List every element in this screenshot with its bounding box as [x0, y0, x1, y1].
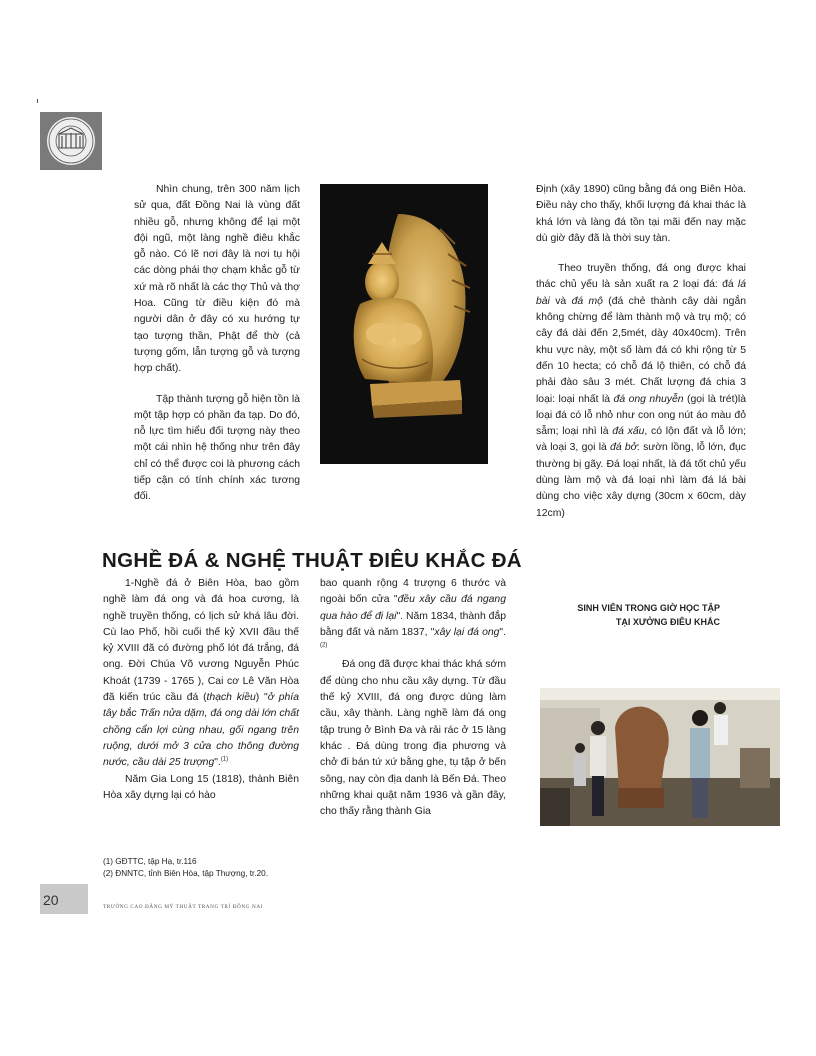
- italic-run: lá bài: [536, 279, 746, 307]
- text-run: : sườn lồng, lỗ lớn, đục thường bị gãy. Đá loại nhất, là đá tốt chủ yếu dùng làm mộ và đá loại nhì làm đá lá bài dùng cho việc xây dựng (30cm x 60cm, dày 12cm): [536, 442, 746, 519]
- right-column-text: [536, 182, 746, 522]
- text-run: (đá chẻ thành cây dài ngắn không chừng để làm thành mộ và trụ mộ; có cây đá dài đến 2,5mét, dày 40x40cm). Trên khu vực này, một số làm đá có khi rộng từ 5 đến 10 hecta; có chỗ đá lộ thiên, có chỗ đá phải đào sâu 3 mét. Chất lượng đá chia 3 loại: loại nhất là: [536, 295, 747, 405]
- paragraph: Tập thành tượng gỗ hiện tồn là một tập hợp có phần đa tạp. Do đó, nỗ lực tìm hiểu đối tượng này theo một cái nhìn hệ thống như trên đây chỉ có thể được coi là phương cách tiếp cận có tính chính xác tương đối.: [134, 393, 300, 503]
- garuda-statue-image: [320, 184, 488, 464]
- footer-running-text: TRƯỜNG CAO ĐẲNG MỸ THUẬT TRANG TRÍ ĐỒNG NAI: [103, 904, 263, 910]
- text-run: ".: [499, 626, 506, 638]
- text-run: ) ": [255, 692, 268, 704]
- text-run: , có lộn đất và lỗ lớn; và loại 3, gọi là: [536, 426, 746, 454]
- school-seal-icon: [40, 112, 102, 170]
- italic-run: ở phía tây bắc Trấn nửa dặm, đá ong dài lớn chất chồng cẩn lợi cùng nhau, gối ngang trên ruộng, dưới mở 3 cửa cho thông đường nước, cầu dài 25 trượng: [103, 692, 299, 769]
- italic-run: đá mộ: [571, 295, 603, 307]
- footnote-ref: (2): [320, 642, 328, 649]
- footnotes: [103, 856, 268, 880]
- page-number-box: [40, 884, 88, 914]
- text-run: Theo truyền thống, đá ong được khai thác chủ yếu là sản xuất ra 2 loại đá: đá: [536, 263, 746, 291]
- paragraph: [536, 261, 746, 522]
- text-run: ". Năm 1834, thành đắp bằng đất và năm 1837, ": [320, 610, 507, 638]
- students-workshop-image: [540, 688, 780, 826]
- margin-mark: [37, 99, 38, 103]
- paragraph: Năm Gia Long 15 (1818), thành Biên Hòa xây dựng lại có hào: [103, 773, 299, 801]
- page-number: 20: [43, 892, 59, 908]
- italic-run: đá xấu: [612, 426, 645, 438]
- italic-run: đá bở: [610, 442, 637, 454]
- text-run: và: [549, 295, 572, 307]
- workshop-photo: [540, 688, 780, 826]
- paragraph: Định (xây 1890) cũng bằng đá ong Biên Hòa. Điều này cho thấy, khối lượng đá khai thác là khá lớn và làng đá tồn tại mãi đến nay mặc dù giờ đây đã là thời suy tàn.: [536, 184, 746, 244]
- school-logo: [40, 112, 102, 170]
- stone-column-1: [103, 576, 299, 804]
- text-run: (gọi là trét)là loại đá có lỗ nhỏ như con ong nút áo màu đỏ sẫm; loại nhì là: [536, 393, 746, 438]
- stone-column-2: [320, 576, 506, 820]
- paragraph: [320, 576, 506, 657]
- text-run: bao quanh rộng 4 trượng 6 thước và ngoài bốn cửa ": [320, 578, 506, 606]
- section-title: NGHỀ ĐÁ & NGHỆ THUẬT ĐIÊU KHẮC ĐÁ: [102, 549, 522, 572]
- text-run: 1-Nghề đá ở Biên Hòa, bao gồm nghề làm đá ong và đá hoa cương, là nghề truyền thống, có lịch sử khá lâu đời. Cù lao Phố, hồi cuối thế kỷ XVII đầu thế kỷ XVIII đã có đường phố lót đá trắng, đá ong. Đời Chúa Võ vương Nguyễn Phúc Khoát (1739 - 1765 ), Cai cơ Lê Văn Hòa đã kiến trúc cầu đá (: [103, 578, 299, 704]
- footnote: (2) ĐNNTC, tỉnh Biên Hòa, tập Thượng, tr.20.: [103, 869, 268, 878]
- paragraph: [103, 576, 299, 772]
- text-run: ".: [214, 757, 221, 769]
- paragraph: Nhìn chung, trên 300 năm lịch sử qua, đất Đồng Nai là vùng đất nhiều gỗ, nhưng không để lại một đội ngũ, một làng nghề điêu khắc gỗ nào. Có lẽ nơi đây là nơi tụ hội các dòng phái thợ chạm khắc gỗ từ xứ mà rõ nhất là các thợ Thủ và thợ Hoa. Cũng từ điều kiện đó mà người dân ở đây có xu hướng tự tạo tượng thần, Phật để thờ (cả tượng gốm, lẫn tượng gỗ và tượng hợp chất).: [134, 184, 300, 375]
- caption-line: TẠI XƯỞNG ĐIÊU KHẮC: [615, 617, 720, 627]
- italic-run: thạch kiều: [206, 692, 256, 704]
- italic-run: đá ong nhuyễn: [613, 393, 684, 405]
- caption-line: SINH VIÊN TRONG GIỜ HỌC TẬP: [577, 603, 720, 613]
- sculpture-photo: [320, 184, 488, 464]
- footnote: (1) GĐTTC, tập Hạ, tr.116: [103, 857, 197, 866]
- italic-run: đều xây cầu đá ngang qua hào để đi lại: [320, 594, 506, 622]
- paragraph: Đá ong đã được khai thác khá sớm để dùng cho nhu cầu xây dựng. Từ đầu thế kỷ XVIII, đá ong được dùng làm cầu, xây thành. Làng nghề làm đá ong tập trung ở Bình Đa và rải rác ở 15 làng khác . Đá dùng trong địa phương và chở đi bán tứ xứ bằng ghe, tụ tập ở bến sông, nay còn địa danh là Bến Đá. Theo những khai quật năm 1936 và gần đây, cho thấy rằng thành Gia: [320, 659, 506, 818]
- photo-caption: [540, 601, 720, 629]
- footnote-ref: (1): [220, 756, 229, 763]
- intro-column-text: [134, 182, 300, 506]
- italic-run: xây lại đá ong: [434, 626, 500, 638]
